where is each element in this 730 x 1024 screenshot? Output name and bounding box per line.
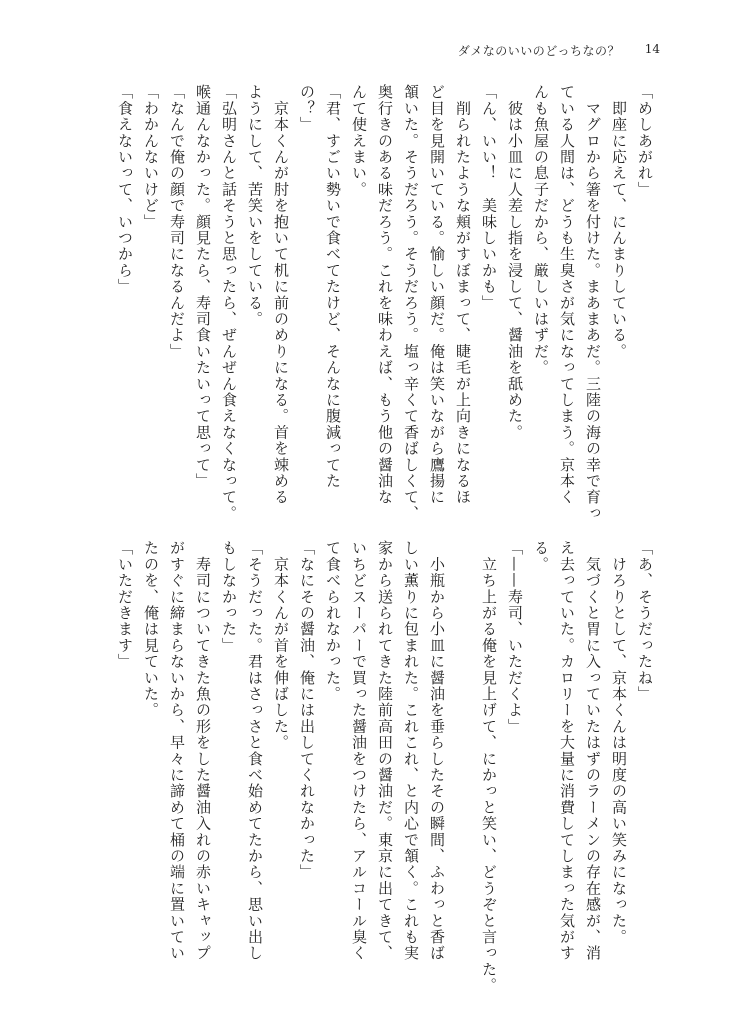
page-number: 14 xyxy=(644,42,660,56)
text-line-upper: ようにして、苦笑いをしている。 xyxy=(246,84,264,327)
text-line-lower: けろりとして、京本くんは明度の高い笑みになった。 xyxy=(610,540,628,945)
text-line-upper: 喉通んなかった。顔見たら、寿司食いたいって思って」 xyxy=(194,84,212,489)
text-line-lower: て食べられなかった。 xyxy=(324,540,342,702)
text-line-upper: 削られたような頬がすぼまって、睫毛が上向きになるほ xyxy=(454,84,472,506)
text-line-upper: マグロから箸を付けた。まあまあだ。三陸の海の幸で育っ xyxy=(584,84,602,522)
text-line-lower: 寿司についてきた魚の形をした醤油入れの赤いキャップ xyxy=(194,540,212,962)
text-line-upper: 奥行きのある味だろう。これを味わえば、もう他の醤油な xyxy=(376,84,394,506)
text-line-upper: 京本くんが肘を抱いて机に前のめりになる。首を竦める xyxy=(272,84,290,506)
text-line-lower: 京本くんが首を伸ばした。 xyxy=(272,540,290,751)
text-line-lower: る。 xyxy=(532,540,550,573)
text-line-lower: 家から送られてきた陸前高田の醤油だ。東京に出てきて、 xyxy=(376,540,394,962)
text-line-lower: たのを、俺は見ていた。 xyxy=(142,540,160,719)
text-line-lower: いちどスーパーで買った醤油をつけたら、アルコール臭く xyxy=(350,540,368,962)
text-line-upper: ている人間は、どうも生臭さが気になってしまう。京本く xyxy=(558,84,576,506)
text-line-upper: 「めしあがれ」 xyxy=(636,84,654,198)
text-line-lower: 「いただきます」 xyxy=(116,540,134,670)
text-line-upper: ど目を見開いている。愉しい顔だ。俺は笑いながら鷹揚に xyxy=(428,84,446,506)
text-line-upper: 彼は小皿に人差し指を浸して、醤油を舐めた。 xyxy=(506,84,524,441)
running-header: ダメなのいいのどっちなの？ xyxy=(457,44,620,58)
text-line-lower: 気づくと胃に入っていたはずのラーメンの存在感が、消 xyxy=(584,540,602,962)
text-line-upper: 「弘明さんと話そうと思ったら、ぜんぜん食えなくなって。 xyxy=(220,84,238,522)
text-line-upper: 頷いた。そうだろう。そうだろう。塩っ辛くて香ばしくて、 xyxy=(402,84,420,522)
text-line-lower: 「あ、そうだったね」 xyxy=(636,540,654,702)
text-line-upper: 「わかんないけど」 xyxy=(142,84,160,230)
text-line-lower: え去っていた。カロリーを大量に消費してしまった気がす xyxy=(558,540,576,962)
text-line-upper: の？」 xyxy=(298,84,316,133)
text-line-lower: 立ち上がる俺を見上げて、にかっと笑い、どうぞと言った。 xyxy=(480,540,498,994)
text-line-lower xyxy=(450,540,476,970)
text-line-lower: しい薫りに包まれた。これこれ、と内心で頷く。これも実 xyxy=(402,540,420,962)
text-line-upper: んも魚屋の息子だから、厳しいはずだ。 xyxy=(532,84,550,376)
text-line-lower: 「そうだった。君はさっさと食べ始めてたから、思い出し xyxy=(246,540,264,962)
text-block-lower xyxy=(73,540,658,994)
text-line-upper: 即座に応えて、にんまりしている。 xyxy=(610,84,628,360)
text-line-lower: がすぐに締まらないから、早々に諦めて桶の端に置いてい xyxy=(168,540,186,962)
text-line-upper: 「食えないって、いつから」 xyxy=(116,84,134,295)
text-line-lower: 「——寿司、いただくよ」 xyxy=(506,540,524,735)
text-line-upper: 「ん、いい！ 美味しいかも」 xyxy=(480,84,498,311)
text-line-lower: 「なにその醤油、俺には出してくれなかった」 xyxy=(298,540,316,881)
text-block-upper xyxy=(73,84,658,522)
text-line-lower: もしなかった」 xyxy=(220,540,238,654)
text-line-lower: 小瓶から小皿に醤油を垂らしたその瞬間、ふわっと香ば xyxy=(428,540,446,962)
text-line-upper: 「君、すごい勢いで食べてたけど、そんなに腹減ってた xyxy=(324,84,342,489)
text-line-upper: んて使えまい。 xyxy=(350,84,368,198)
text-line-upper: 「なんで俺の顔で寿司になるんだよ」 xyxy=(168,84,186,360)
